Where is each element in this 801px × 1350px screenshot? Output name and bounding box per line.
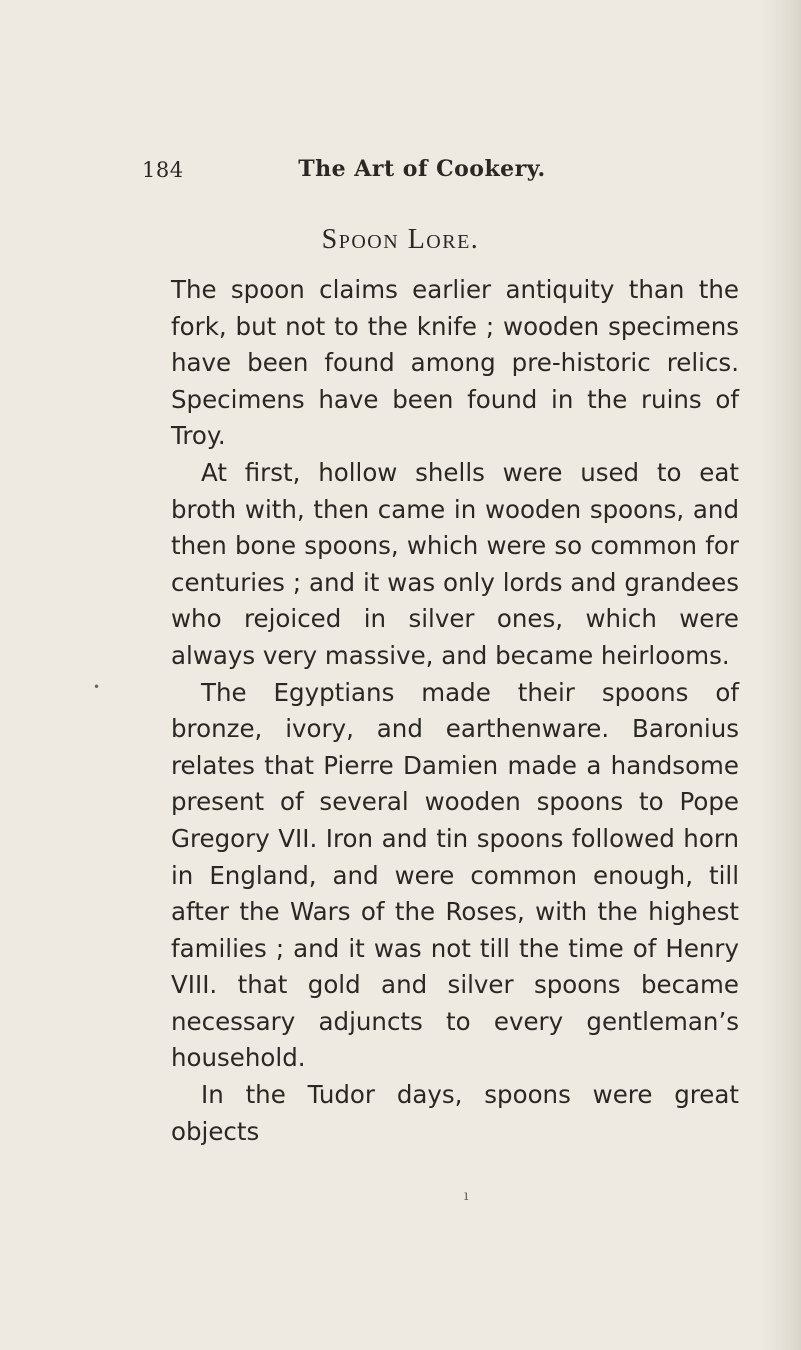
running-title: The Art of Cookery. — [298, 156, 546, 182]
section-title: Spoon Lore. — [321, 224, 480, 255]
body-text — [171, 272, 739, 1150]
page-number: 184 — [142, 158, 184, 182]
paragraph-3: The Egyptians made their spoons of bronze, ivory, and earthenware. Baronius relates that Pierre Damien made a handsome present of several wooden spoons to Pope Gregory VII. Iron and tin spoons followed horn in England, and were common enough, till after the Wars of the Roses, with the highest families ; and it was not till the time of Henry VIII. that gold and silver spoons became necessary adjuncts to every gentleman’s household. — [171, 677, 739, 1073]
margin-dot: • — [93, 680, 101, 694]
paragraph-1: The spoon claims earlier antiquity than the fork, but not to the knife ; wooden specimens have been found among pre-historic relics. Specimens have been found in the ruins of Troy. — [171, 275, 739, 451]
margin-mark: ı — [464, 1188, 469, 1204]
running-head — [142, 150, 702, 190]
paragraph-4: In the Tudor days, spoons were great objects — [171, 1080, 739, 1146]
paragraph-2: At first, hollow shells were used to eat broth with, then came in wooden spoons, and then bone spoons, which were so common for centuries ; and it was only lords and grandees who rejoiced in silver ones, which were always very massive, and became heirlooms. — [171, 457, 739, 670]
